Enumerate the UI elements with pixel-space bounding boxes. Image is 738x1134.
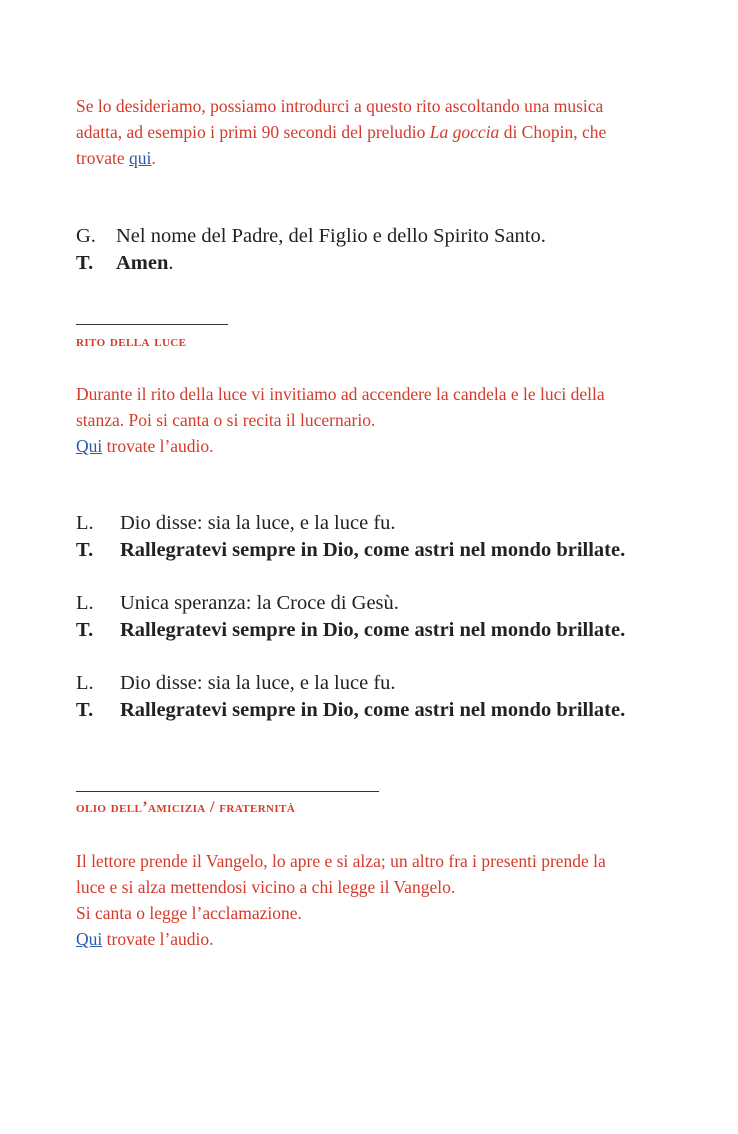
speaker-label: T. bbox=[76, 619, 94, 641]
instruction-line: Durante il rito della luce vi invitiamo ad accendere la candela e le luci della bbox=[76, 384, 605, 404]
olio-instructions bbox=[76, 848, 666, 952]
section-divider bbox=[76, 324, 228, 325]
instruction-line: Si canta o legge l’acclamazione. bbox=[76, 903, 302, 923]
dialogue-text: Nel nome del Padre, del Figlio e dello Spirito Santo. bbox=[116, 225, 546, 247]
lucernario-audio-link[interactable]: Qui bbox=[76, 436, 103, 456]
acclamazione-audio-link[interactable]: Qui bbox=[76, 929, 103, 949]
instruction-line bbox=[76, 926, 666, 952]
speaker-label: L. bbox=[76, 512, 94, 534]
dialogue-suffix: . bbox=[168, 252, 174, 274]
dialogue-text: Unica speranza: la Croce di Gesù. bbox=[120, 592, 399, 614]
dialogue-text: Rallegratevi sempre in Dio, come astri nel mondo brillate. bbox=[120, 699, 626, 721]
intro-line-1: Se lo desideriamo, possiamo introdurci a questo rito ascoltando una musica bbox=[76, 96, 604, 116]
lucernario-response bbox=[76, 537, 676, 564]
instruction-line: Il lettore prende il Vangelo, lo apre e si alza; un altro fra i presenti prende la bbox=[76, 851, 606, 871]
speaker-label: T. bbox=[76, 699, 94, 721]
chopin-audio-link[interactable]: qui bbox=[128, 148, 152, 168]
section-heading-rito-luce: rito della luce bbox=[76, 333, 187, 350]
lucernario-response bbox=[76, 697, 676, 724]
lucernario-line bbox=[76, 670, 676, 697]
instruction-line bbox=[76, 433, 666, 459]
lucernario-line bbox=[76, 590, 676, 617]
piece-title: La goccia bbox=[429, 122, 500, 142]
instruction-line: luce e si alza mettendosi vicino a chi legge il Vangelo. bbox=[76, 877, 456, 897]
lucernario-response bbox=[76, 617, 676, 644]
lucernario-line bbox=[76, 510, 676, 537]
intro-line-2-end: di Chopin, che bbox=[499, 122, 607, 142]
section-heading-olio: olio dell’amicizia / fraternità bbox=[76, 799, 296, 816]
speaker-label: L. bbox=[76, 592, 94, 614]
dialogue-text: Amen bbox=[116, 252, 169, 274]
intro-paragraph bbox=[76, 93, 666, 171]
instruction-text: trovate l’audio. bbox=[102, 436, 214, 456]
instruction-line: stanza. Poi si canta o si recita il lucernario. bbox=[76, 410, 376, 430]
speaker-label: G. bbox=[76, 225, 96, 247]
rito-luce-instructions bbox=[76, 381, 666, 459]
instruction-text: trovate l’audio. bbox=[102, 929, 214, 949]
speaker-label: T. bbox=[76, 252, 94, 274]
dialogue-text: Dio disse: sia la luce, e la luce fu. bbox=[120, 512, 396, 534]
opening-line-1 bbox=[76, 223, 676, 250]
speaker-label: T. bbox=[76, 539, 94, 561]
intro-line-3 bbox=[76, 145, 666, 171]
speaker-label: L. bbox=[76, 672, 94, 694]
dialogue-text: Rallegratevi sempre in Dio, come astri nel mondo brillate. bbox=[120, 539, 626, 561]
intro-line-2 bbox=[76, 119, 666, 145]
dialogue-text: Dio disse: sia la luce, e la luce fu. bbox=[120, 672, 396, 694]
intro-line-3-text: trovate bbox=[76, 148, 129, 168]
intro-line-3-end: . bbox=[151, 148, 156, 168]
intro-line-2-text: adatta, ad esempio i primi 90 secondi del preludio bbox=[76, 122, 430, 142]
section-divider bbox=[76, 791, 379, 792]
opening-line-2 bbox=[76, 250, 676, 277]
dialogue-text: Rallegratevi sempre in Dio, come astri nel mondo brillate. bbox=[120, 619, 626, 641]
